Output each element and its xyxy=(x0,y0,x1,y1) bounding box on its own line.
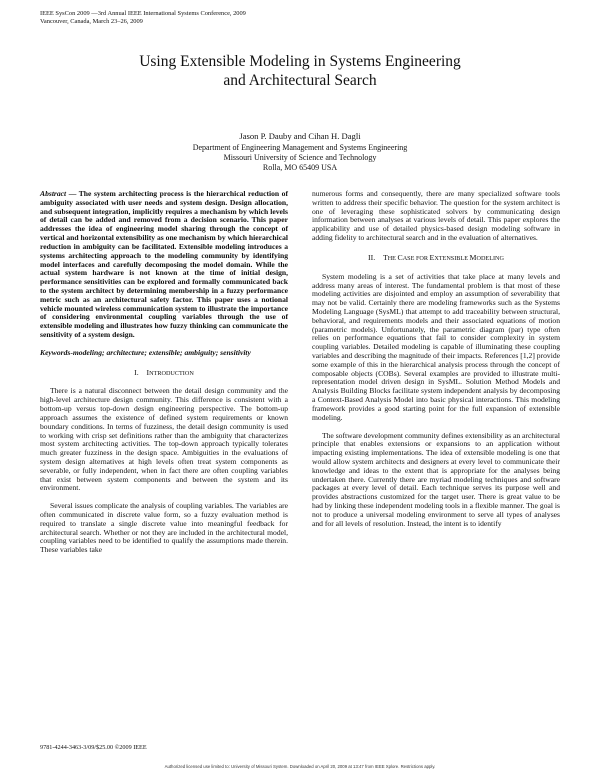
affiliation-university: Missouri University of Science and Technology xyxy=(223,152,377,162)
abstract-text: The system architecting process is the hierarchical reduction of ambiguity associated with user needs and system design. Design allocation, and subsequent integration, implicitly requires a mechanism by which levels of detail can be added and removed from a decision scenario. This paper addresses the idea of engineering model sharing through the concept of vertical and horizontal extensibility as one mechanism by which hierarchical reduction in ambiguity can be facilitated. Extensible modeling introduces a systems architecting approach to the modeling community by identifying model interfaces and carefully decomposing the model domain. While the actual system hardware is not known at the time of initial design, performance sensitivities can be explored and formally communicated back to the system architect by determining membership in a fuzzy performance metric such as an architectural safety factor. This paper uses a notional vehicle mounted wireless communication system to illustrate the importance of considering environmental coupling variables through the use of extensible modeling and illustrates how fuzzy thinking can communicate the sensitivity of a system design. xyxy=(40,189,288,339)
title-line-1: Using Extensible Modeling in Systems Engineering xyxy=(139,53,461,70)
title-line-2: and Architectural Search xyxy=(223,72,377,89)
intro-paragraph-3: numerous forms and consequently, there are many specialized software tools written to address their specific behavior. The question for the system architect is one of leveraging these sophisticated solvers by communicating design information between analyses at various levels of detail. This paper explores the applicability and use of detailed physics-based design modeling software in adding fidelity to architectural search and in the evaluation of alternatives. xyxy=(312,189,560,243)
affiliation-city: Rolla, MO 65409 USA xyxy=(262,162,338,172)
abstract xyxy=(40,190,288,340)
keywords: Keywords-modeling; architecture; extensible; ambiguity; sensitivity xyxy=(40,347,251,357)
abstract-dash: — xyxy=(66,189,79,198)
intro-paragraph-1: There is a natural disconnect between the detail design community and the high-level architecture design community. This difference is consistent with a bottom-up versus top-down design engineering perspective. The bottom-up approach assumes the existence of defined system requirements or known boundary conditions. In terms of fuzziness, the detail design community is used to working with crisp set definitions rather than the ambiguity that characterizes most system architecting activities. The top-down approach typically tolerates much greater fuzziness in the design space. Ambiguities in the evaluations of system design alternatives at high levels often treat system components as severable, or fully independent, when in fact there are often coupling variables that exist between system components and between the system and its environment. xyxy=(40,386,288,493)
intro-paragraph-2: Several issues complicate the analysis of coupling variables. The variables are often communicated in discrete value form, so a fuzzy evaluation method is required to translate a single discrete value into meaningful feedback for architectural search. Whether or not they are included in the architectural model, coupling variables need to be identified to qualify the assumptions made therein. These variables take xyxy=(40,501,288,555)
section2-paragraph-2: The software development community defines extensibility as an architectural principle that enables extensions or expansions to an application without impacting existing implementations. The idea of extensible modeling is one that would allow system architects and designers at every level to communicate their knowledge and ideas to the extent that is appropriate for the analyses being undertaken there. Currently there are myriad modeling techniques and software packages at every level of detail. Each technique serves its purpose well and provides abstractions customized for the target user. There is great value to be had by linking these independent modeling tools in a flexible manner. The goal is not to produce a universal modeling environment to serve all types of analyses and for all levels of resolution. Instead, the intent is to identify xyxy=(312,430,560,528)
header-line-1: IEEE SysCon 2009 —3rd Annual IEEE International Systems Conference, 2009 xyxy=(40,10,246,17)
left-column xyxy=(40,190,288,555)
conference-header xyxy=(40,10,246,26)
author-names: Jason P. Dauby and Cihan H. Dagli xyxy=(239,131,361,141)
abstract-label: Abstract xyxy=(40,189,67,198)
section2-paragraph-1: System modeling is a set of activities that take place at many levels and address many areas of interest. The fundamental problem is that most of these modeling activities are disjointed and employ an assumption of severability that may not be valid. Certainly there are modeling frameworks such as the Systems Modeling Language (SysML) that attempt to add traceability between structural, behavioral, and requirements models and their associated equations of motion (parametric models). Unfortunately, the parametric diagram (par) type often relies on performance equations that fail to consider complexity in system coupling variables. Detailed modeling is capable of illuminating these coupling variables and describing the magnitude of their impacts. References [1,2] provide some example of this in the hierarchical analysis process through the concept of composable objects (COBs). Several examples are provided to illustrate multi-representation model driven design in SysML. Solution Method Models and Analysis Building Blocks facilitate system independent analysis by decomposing a Context-Based Analysis Model into basic physical interactions. This modeling framework provides a good starting point for the full expansion of extensible modeling. xyxy=(312,271,560,422)
right-column xyxy=(312,190,560,528)
affiliation-department: Department of Engineering Management and Systems Engineering xyxy=(192,143,408,152)
paper-title xyxy=(0,52,600,90)
affiliation xyxy=(0,143,600,172)
header-line-2: Vancouver, Canada, March 23–26, 2009 xyxy=(40,17,143,25)
license-notice: Authorized licensed use limited to: University of Missouri System. Downloaded on April 20, 2009 at 13:47 from IEEE Xplore. Restrictions apply. xyxy=(164,764,436,769)
section-heading-introduction: I. INTRODUCTION xyxy=(134,367,194,377)
copyright-notice: 9781-4244-3463-3/09/$25.00 ©2009 IEEE xyxy=(40,744,147,751)
section-heading-case-for-extensible-modeling: II. THE CASE FOR EXTENSIBLE MODELING xyxy=(368,252,504,262)
